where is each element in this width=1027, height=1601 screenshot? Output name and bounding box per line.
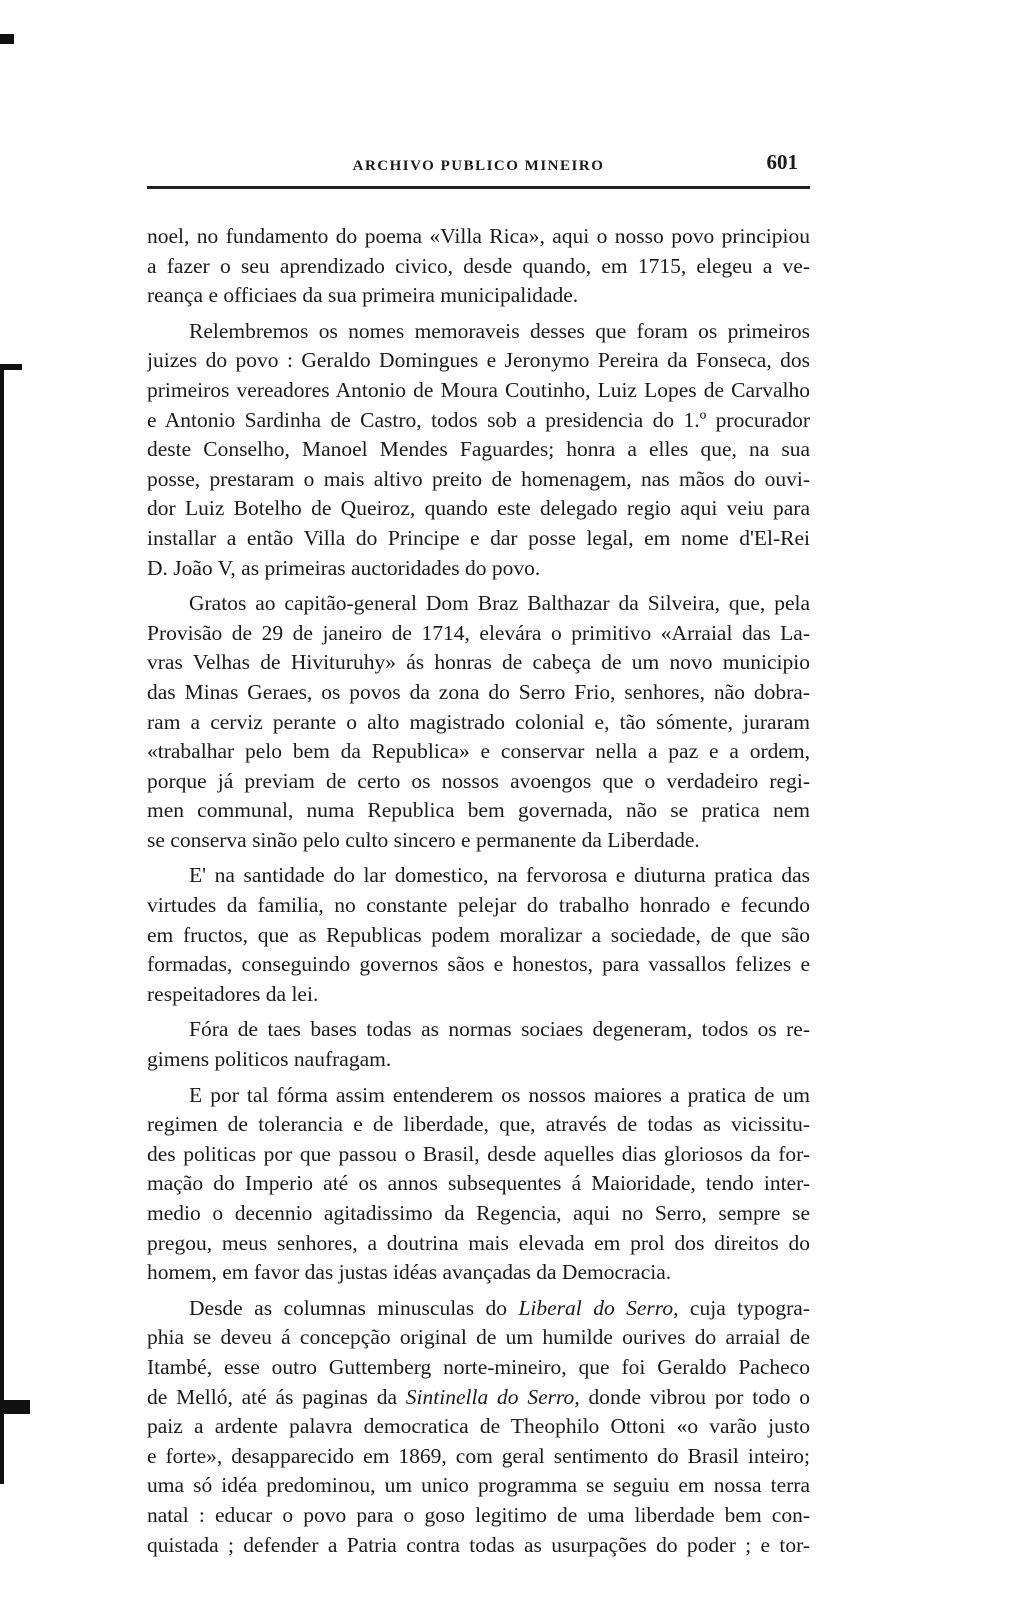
page-number: 601	[766, 150, 798, 174]
text-line: vras Velhas de Hivituruhy» ás honras de cabeça de um novo municipio	[147, 650, 810, 675]
body-text	[147, 222, 810, 1566]
text-line: e forte», desapparecido em 1869, com geral sentimento do Brasil inteiro;	[147, 1443, 810, 1468]
paragraph	[147, 861, 810, 1009]
text-line: Gratos ao capitão-general Dom Braz Balthazar da Silveira, que, pela	[189, 591, 810, 616]
text-line: E' na santidade do lar domestico, na fervorosa e diuturna pratica das	[189, 863, 810, 888]
header-rule	[147, 186, 810, 189]
text-line: reança e officiaes da sua primeira municipalidade.	[147, 283, 579, 308]
text-line	[147, 1383, 810, 1413]
text-line: Fóra de taes bases todas as normas sociaes degeneram, todos os re-	[189, 1017, 810, 1042]
text-fragment: donde vibrou por todo o	[579, 1384, 810, 1409]
text-line: a fazer o seu aprendizado civico, desde quando, em 1715, elegeu a ve-	[147, 253, 810, 278]
text-line: primeiros vereadores Antonio de Moura Coutinho, Luiz Lopes de Carvalho	[147, 377, 810, 402]
text-line: ram a cerviz perante o alto magistrado colonial e, tão sómente, juraram	[147, 709, 810, 734]
paragraph	[147, 1294, 810, 1560]
text-line: «trabalhar pelo bem da Republica» e conservar nella a paz e a ordem,	[147, 739, 810, 764]
text-line: virtudes da familia, no constante pelejar do trabalho honrado e fecundo	[147, 893, 810, 918]
text-line: se conserva sinão pelo culto sincero e permanente da Liberdade.	[147, 827, 700, 852]
text-line: em fructos, que as Republicas podem moralizar a sociedade, de que são	[147, 922, 810, 947]
text-line: des politicas por que passou o Brasil, desde aquelles dias gloriosos da for-	[147, 1141, 810, 1166]
text-line: installar a então Villa do Principe e dar posse legal, em nome d'El-Rei	[147, 525, 810, 550]
binding-mark-bottom	[0, 1400, 30, 1414]
paragraph	[147, 222, 810, 311]
paragraph	[147, 1081, 810, 1288]
text-line: quistada ; defender a Patria contra todas as usurpações do poder ; e tor-	[147, 1532, 810, 1557]
text-line: juizes do povo : Geraldo Domingues e Jeronymo Pereira da Fonseca, dos	[147, 348, 810, 373]
text-line: Provisão de 29 de janeiro de 1714, elevára o primitivo «Arraial das La-	[147, 620, 810, 645]
paragraph	[147, 317, 810, 583]
text-line: uma só idéa predominou, um unico programma se seguiu em nossa terra	[147, 1473, 810, 1498]
text-line: e Antonio Sardinha de Castro, todos sob a presidencia do 1.º procurador	[147, 407, 810, 432]
text-line: formadas, conseguindo governos sãos e honestos, para vassallos felizes e	[147, 952, 810, 977]
binding-mark-left-edge	[0, 364, 4, 1484]
text-line: homem, em favor das justas idéas avançadas da Democracia.	[147, 1260, 672, 1285]
page-header	[147, 150, 810, 180]
binding-mark-top	[0, 34, 14, 44]
text-line: posse, prestaram o mais altivo preito de homenagem, nas mãos do ouvi-	[147, 466, 810, 491]
text-line: Itambé, esse outro Guttemberg norte-mineiro, que foi Geraldo Pacheco	[147, 1354, 810, 1379]
text-line: natal : educar o povo para o goso legitimo de uma liberdade bem con-	[147, 1502, 810, 1527]
paragraph	[147, 1015, 810, 1074]
text-line: respeitadores da lei.	[147, 981, 319, 1006]
text-line	[147, 1294, 810, 1324]
text-line: Relembremos os nomes memoraveis desses que foram os primeiros	[189, 318, 810, 343]
newspaper-title: Liberal do Serro,	[518, 1295, 679, 1320]
text-line: gimens politicos naufragam.	[147, 1047, 392, 1072]
newspaper-title: Sintinella do Serro,	[405, 1384, 580, 1409]
text-line: E por tal fórma assim entenderem os nossos maiores a pratica de um	[189, 1082, 810, 1107]
text-line: deste Conselho, Manoel Mendes Faguardes; honra a elles que, na sua	[147, 437, 810, 462]
text-line: D. João V, as primeiras auctoridades do povo.	[147, 555, 541, 580]
text-fragment: cuja typogra-	[678, 1295, 810, 1320]
text-line: regimen de tolerancia e de liberdade, que, através de todas as vicissitu-	[147, 1112, 810, 1137]
text-line: das Minas Geraes, os povos da zona do Serro Frio, senhores, não dobra-	[147, 679, 810, 704]
paragraph	[147, 589, 810, 855]
text-line: men communal, numa Republica bem governada, não se pratica nem	[147, 798, 810, 823]
text-line: noel, no fundamento do poema «Villa Rica», aqui o nosso povo principiou	[147, 224, 810, 248]
text-line: pregou, meus senhores, a doutrina mais elevada em prol dos direitos do	[147, 1230, 810, 1255]
text-line: medio o decennio agitadissimo da Regencia, aqui no Serro, sempre se	[147, 1201, 810, 1225]
text-line: dor Luiz Botelho de Queiroz, quando este delegado regio aqui veiu para	[147, 496, 810, 521]
text-line: phia se deveu á concepção original de um humilde ourives do arraial de	[147, 1325, 810, 1350]
text-fragment: Desde as columnas minusculas do	[189, 1295, 519, 1320]
running-title: ARCHIVO PUBLICO MINEIRO	[352, 158, 605, 174]
text-line: porque já previam de certo os nossos avoengos que o verdadeiro regi-	[147, 768, 810, 793]
text-line: mação do Imperio até os annos subsequentes á Maioridade, tendo inter-	[147, 1171, 810, 1196]
text-line: paiz a ardente palavra democratica de Theophilo Ottoni «o varão justo	[147, 1414, 810, 1439]
text-fragment: de Melló, até ás paginas da	[147, 1384, 406, 1409]
